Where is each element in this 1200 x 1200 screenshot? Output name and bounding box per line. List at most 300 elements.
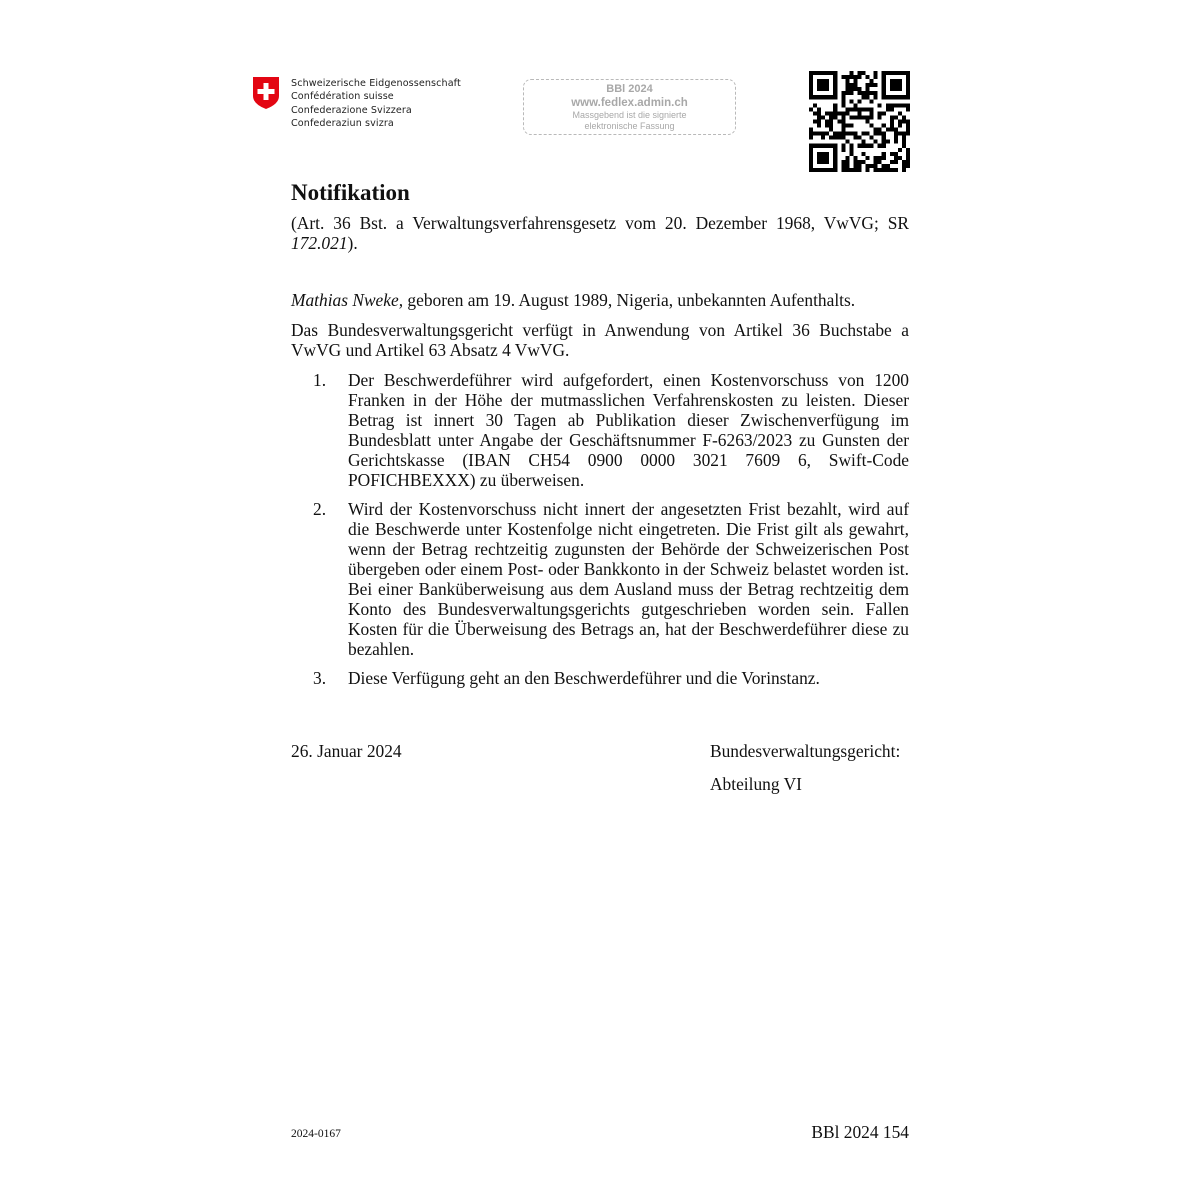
qr-module — [825, 95, 829, 99]
qr-module — [833, 168, 837, 172]
qr-module — [817, 87, 821, 91]
qr-module — [853, 136, 857, 140]
qr-module — [886, 128, 890, 132]
qr-module — [817, 168, 821, 172]
qr-module — [845, 91, 849, 95]
qr-module — [841, 124, 845, 128]
qr-module — [866, 91, 870, 95]
qr-module — [894, 83, 898, 87]
qr-module — [898, 83, 902, 87]
qr-module — [821, 83, 825, 87]
qr-module — [857, 91, 861, 95]
qr-module — [878, 160, 882, 164]
qr-module — [833, 156, 837, 160]
qr-module — [853, 87, 857, 91]
stamp-bbl: BBl 2024 — [606, 83, 653, 95]
qr-module — [874, 164, 878, 168]
qr-module — [894, 140, 898, 144]
qr-module — [833, 148, 837, 152]
qr-module — [809, 91, 813, 95]
qr-module — [866, 87, 870, 91]
qr-module — [829, 71, 833, 75]
qr-module — [902, 144, 906, 148]
qr-module — [825, 156, 829, 160]
qr-module — [894, 160, 898, 164]
qr-module — [841, 168, 845, 172]
qr-module — [898, 71, 902, 75]
qr-module — [821, 136, 825, 140]
qr-module — [874, 75, 878, 79]
qr-module — [886, 164, 890, 168]
qr-module — [825, 124, 829, 128]
qr-module — [857, 75, 861, 79]
qr-module — [817, 144, 821, 148]
qr-module — [898, 87, 902, 91]
qr-module — [898, 79, 902, 83]
qr-module — [821, 168, 825, 172]
qr-module — [821, 160, 825, 164]
qr-module — [862, 144, 866, 148]
qr-module — [833, 95, 837, 99]
qr-module — [862, 152, 866, 156]
qr-module — [857, 115, 861, 119]
qr-module — [849, 87, 853, 91]
qr-module — [853, 79, 857, 83]
qr-module — [829, 136, 833, 140]
qr-module — [821, 132, 825, 136]
qr-module — [809, 136, 813, 140]
intro-paragraph: Das Bundesverwaltungsgericht verfügt in Anwendung von Artikel 36 Buchstabe a VwVG und Artikel 63 Absatz 4 VwVG. — [291, 320, 909, 360]
qr-module — [813, 144, 817, 148]
qr-module — [837, 136, 841, 140]
qr-module — [821, 144, 825, 148]
qr-module — [862, 71, 866, 75]
qr-module — [894, 95, 898, 99]
qr-module — [809, 79, 813, 83]
qr-module — [817, 132, 821, 136]
qr-module — [898, 156, 902, 160]
qr-module — [833, 83, 837, 87]
qr-module — [906, 152, 910, 156]
qr-module — [862, 91, 866, 95]
qr-module — [882, 91, 886, 95]
qr-module — [841, 115, 845, 119]
qr-module — [874, 91, 878, 95]
qr-module — [825, 83, 829, 87]
qr-module — [890, 128, 894, 132]
qr-module — [853, 75, 857, 79]
qr-module — [906, 124, 910, 128]
qr-module — [833, 91, 837, 95]
document-body — [291, 178, 909, 697]
qr-module — [821, 79, 825, 83]
qr-module — [813, 103, 817, 107]
qr-module — [890, 168, 894, 172]
qr-module — [809, 148, 813, 152]
qr-module — [890, 83, 894, 87]
qr-module — [874, 140, 878, 144]
subtitle-text: (Art. 36 Bst. a Verwaltungsverfahrensgesetz vom 20. Dezember 1968, VwVG; SR — [291, 213, 909, 233]
qr-module — [817, 119, 821, 123]
qr-module — [841, 111, 845, 115]
qr-module — [813, 71, 817, 75]
qr-module — [821, 156, 825, 160]
qr-module — [853, 132, 857, 136]
qr-module — [906, 156, 910, 160]
qr-module — [829, 124, 833, 128]
qr-module — [809, 83, 813, 87]
qr-module — [841, 132, 845, 136]
confederation-name-de: Schweizerische Eidgenossenschaft — [291, 78, 461, 89]
qr-module — [833, 71, 837, 75]
qr-module — [813, 168, 817, 172]
qr-module — [886, 95, 890, 99]
qr-module — [870, 107, 874, 111]
list-item-text: Der Beschwerdeführer wird aufgefordert, einen Kostenvorschuss von 1200 Franken in der Höhe der mutmasslichen Verfahrenskosten zu leisten. Dieser Betrag ist innert 30 Tagen ab Publikation dieser Zwischenverfügung im Bundesblatt unter Angabe der Geschäftsnummer F-6263/2023 zu Gunsten der Gerichtskasse (IBAN CH54 0900 0000 3021 7609 6, Swift-Code POFICHBEXXX) zu überweisen. — [348, 370, 909, 490]
qr-module — [845, 111, 849, 115]
qr-module — [809, 71, 813, 75]
person-line — [291, 290, 909, 310]
qr-module — [817, 111, 821, 115]
qr-module — [874, 156, 878, 160]
qr-module — [882, 156, 886, 160]
qr-module — [902, 103, 906, 107]
qr-module — [809, 132, 813, 136]
qr-module — [857, 144, 861, 148]
qr-module — [898, 111, 902, 115]
qr-module — [874, 95, 878, 99]
qr-module — [878, 115, 882, 119]
list-item — [291, 499, 909, 659]
qr-module — [825, 119, 829, 123]
subtitle-sr-number: 172.021 — [291, 233, 348, 253]
qr-module — [866, 144, 870, 148]
qr-module — [841, 128, 845, 132]
qr-module — [906, 71, 910, 75]
qr-module — [825, 79, 829, 83]
qr-module — [882, 124, 886, 128]
qr-module — [841, 95, 845, 99]
qr-module — [902, 71, 906, 75]
qr-module — [898, 124, 902, 128]
qr-module — [874, 83, 878, 87]
qr-module — [906, 75, 910, 79]
qr-module — [878, 144, 882, 148]
qr-module — [878, 168, 882, 172]
qr-module — [833, 132, 837, 136]
qr-module — [845, 124, 849, 128]
qr-module — [870, 79, 874, 83]
qr-module — [890, 87, 894, 91]
qr-module — [870, 99, 874, 103]
qr-module — [853, 168, 857, 172]
qr-module — [894, 156, 898, 160]
qr-module — [894, 136, 898, 140]
qr-module — [849, 168, 853, 172]
qr-module — [886, 71, 890, 75]
qr-module — [841, 160, 845, 164]
qr-module — [898, 132, 902, 136]
list-item — [291, 370, 909, 490]
qr-module — [837, 111, 841, 115]
qr-module — [833, 164, 837, 168]
qr-module — [857, 160, 861, 164]
qr-module — [890, 71, 894, 75]
qr-module — [866, 83, 870, 87]
qr-module — [906, 79, 910, 83]
qr-module — [849, 75, 853, 79]
qr-module — [825, 111, 829, 115]
qr-module — [857, 99, 861, 103]
qr-module — [841, 148, 845, 152]
qr-module — [833, 103, 837, 107]
qr-module — [853, 156, 857, 160]
confederation-logo — [252, 76, 461, 131]
qr-module — [894, 168, 898, 172]
qr-module — [813, 132, 817, 136]
court-name: Bundesverwaltungsgericht: — [710, 741, 901, 761]
qr-module — [841, 144, 845, 148]
qr-module — [882, 168, 886, 172]
list-item — [291, 668, 909, 688]
qr-module — [809, 168, 813, 172]
qr-module — [841, 103, 845, 107]
qr-module — [817, 160, 821, 164]
qr-module — [862, 140, 866, 144]
qr-module — [870, 144, 874, 148]
qr-module — [829, 115, 833, 119]
qr-module — [882, 111, 886, 115]
qr-module — [857, 136, 861, 140]
qr-module — [878, 156, 882, 160]
qr-module — [870, 124, 874, 128]
qr-module — [890, 107, 894, 111]
qr-module — [833, 144, 837, 148]
publication-stamp — [523, 79, 736, 135]
qr-module — [874, 128, 878, 132]
qr-module — [890, 79, 894, 83]
qr-module — [829, 95, 833, 99]
qr-module — [894, 152, 898, 156]
qr-module — [849, 107, 853, 111]
confederation-name-rm: Confederaziun svizra — [291, 118, 394, 130]
qr-module — [809, 107, 813, 111]
qr-module — [890, 95, 894, 99]
qr-module — [874, 168, 878, 172]
qr-module — [849, 132, 853, 136]
qr-module — [809, 152, 813, 156]
qr-module — [866, 75, 870, 79]
qr-module — [821, 87, 825, 91]
qr-module — [833, 87, 837, 91]
qr-module — [902, 132, 906, 136]
swiss-flag-icon — [252, 76, 280, 110]
qr-module — [882, 87, 886, 91]
qr-module — [874, 160, 878, 164]
qr-module — [849, 152, 853, 156]
qr-module — [833, 136, 837, 140]
qr-module — [829, 111, 833, 115]
qr-module — [894, 132, 898, 136]
qr-module — [829, 168, 833, 172]
qr-module — [882, 136, 886, 140]
qr-module — [845, 107, 849, 111]
qr-module — [845, 87, 849, 91]
qr-module — [845, 140, 849, 144]
qr-module — [898, 119, 902, 123]
qr-module — [866, 156, 870, 160]
qr-module — [906, 107, 910, 111]
court-department: Abteilung VI — [710, 774, 802, 794]
footer-reference: 2024-0167 — [291, 1128, 341, 1140]
qr-module — [845, 156, 849, 160]
qr-module — [878, 128, 882, 132]
qr-module — [857, 71, 861, 75]
qr-module — [906, 132, 910, 136]
qr-module — [857, 164, 861, 168]
qr-module — [866, 115, 870, 119]
list-item-number: 2. — [313, 499, 327, 519]
qr-module — [813, 95, 817, 99]
qr-module — [809, 144, 813, 148]
qr-module — [825, 152, 829, 156]
qr-module — [837, 119, 841, 123]
qr-module — [870, 136, 874, 140]
qr-module — [849, 115, 853, 119]
qr-module — [817, 115, 821, 119]
qr-module — [817, 152, 821, 156]
qr-module — [882, 132, 886, 136]
document-title: Notifikation — [291, 180, 410, 205]
qr-module — [866, 168, 870, 172]
qr-module — [882, 152, 886, 156]
qr-module — [894, 79, 898, 83]
qr-module — [817, 79, 821, 83]
qr-module — [906, 103, 910, 107]
qr-module — [809, 75, 813, 79]
qr-module — [825, 132, 829, 136]
qr-module — [886, 140, 890, 144]
qr-module — [817, 107, 821, 111]
qr-module — [870, 111, 874, 115]
qr-module — [813, 111, 817, 115]
qr-module — [849, 99, 853, 103]
qr-module — [845, 83, 849, 87]
qr-module — [906, 148, 910, 152]
qr-module — [890, 103, 894, 107]
qr-module — [849, 91, 853, 95]
qr-module — [862, 132, 866, 136]
confederation-names — [291, 77, 461, 131]
qr-module — [870, 164, 874, 168]
order-list — [291, 370, 909, 688]
qr-module — [849, 144, 853, 148]
person-details: geboren am 19. August 1989, Nigeria, unbekannten Aufenthalts. — [403, 290, 856, 310]
qr-module — [841, 99, 845, 103]
qr-module — [821, 95, 825, 99]
qr-module — [906, 83, 910, 87]
qr-module — [849, 83, 853, 87]
qr-module — [870, 83, 874, 87]
stamp-note-1: Massgebend ist die signierte — [572, 110, 687, 120]
qr-module — [874, 132, 878, 136]
qr-module — [809, 164, 813, 168]
qr-module — [886, 107, 890, 111]
qr-module — [902, 164, 906, 168]
qr-module — [902, 160, 906, 164]
qr-module — [833, 79, 837, 83]
qr-module — [845, 132, 849, 136]
qr-module — [862, 95, 866, 99]
qr-module — [862, 160, 866, 164]
qr-module — [845, 75, 849, 79]
qr-module — [857, 107, 861, 111]
qr-module — [870, 91, 874, 95]
qr-module — [833, 115, 837, 119]
qr-module — [841, 136, 845, 140]
qr-module — [878, 103, 882, 107]
qr-module — [906, 119, 910, 123]
qr-module — [882, 75, 886, 79]
qr-module — [882, 71, 886, 75]
qr-module — [890, 124, 894, 128]
qr-module — [882, 140, 886, 144]
qr-module — [849, 124, 853, 128]
qr-module — [833, 111, 837, 115]
qr-module — [882, 144, 886, 148]
qr-module — [853, 160, 857, 164]
qr-module — [890, 115, 894, 119]
qr-module — [902, 115, 906, 119]
qr-module — [829, 119, 833, 123]
confederation-name-fr: Confédération suisse — [291, 91, 394, 103]
qr-module — [821, 115, 825, 119]
qr-module — [813, 119, 817, 123]
qr-module — [853, 164, 857, 168]
person-name: Mathias Nweke, — [291, 290, 404, 310]
qr-module — [894, 87, 898, 91]
qr-module — [902, 95, 906, 99]
qr-module — [825, 160, 829, 164]
qr-module — [866, 119, 870, 123]
qr-module — [898, 103, 902, 107]
qr-module — [825, 71, 829, 75]
qr-module — [821, 152, 825, 156]
qr-module — [845, 164, 849, 168]
qr-module — [878, 111, 882, 115]
qr-module — [837, 132, 841, 136]
qr-module — [857, 87, 861, 91]
qr-module — [821, 71, 825, 75]
qr-module — [878, 132, 882, 136]
qr-module — [882, 79, 886, 83]
qr-module — [857, 111, 861, 115]
qr-module — [874, 71, 878, 75]
qr-module — [870, 115, 874, 119]
qr-module — [902, 136, 906, 140]
qr-module — [898, 148, 902, 152]
qr-module — [817, 71, 821, 75]
qr-module — [849, 148, 853, 152]
qr-module — [906, 95, 910, 99]
qr-module — [906, 160, 910, 164]
qr-module — [841, 164, 845, 168]
qr-module — [894, 115, 898, 119]
list-item-text: Wird der Kostenvorschuss nicht innert der angesetzten Frist bezahlt, wird auf die Beschwerde unter Kostenfolge nicht eingetreten. Die Frist gilt als gewahrt, wenn der Betrag rechtzeitig zugunsten der Behörde der Schweizerischen Post übergeben oder einem Post- oder Bankkonto in der Schweiz belastet worden ist. Bei einer Banküberweisung aus dem Ausland muss der Betrag rechtzeitig dem Konto des Bundesverwaltungsgerichts gutgeschrieben worden sein. Fallen Kosten für die Überweisung des Betrags an, hat der Beschwerdeführer diese zu bezahlen. — [348, 499, 909, 659]
qr-module — [809, 156, 813, 160]
qr-module — [841, 75, 845, 79]
qr-module — [833, 160, 837, 164]
